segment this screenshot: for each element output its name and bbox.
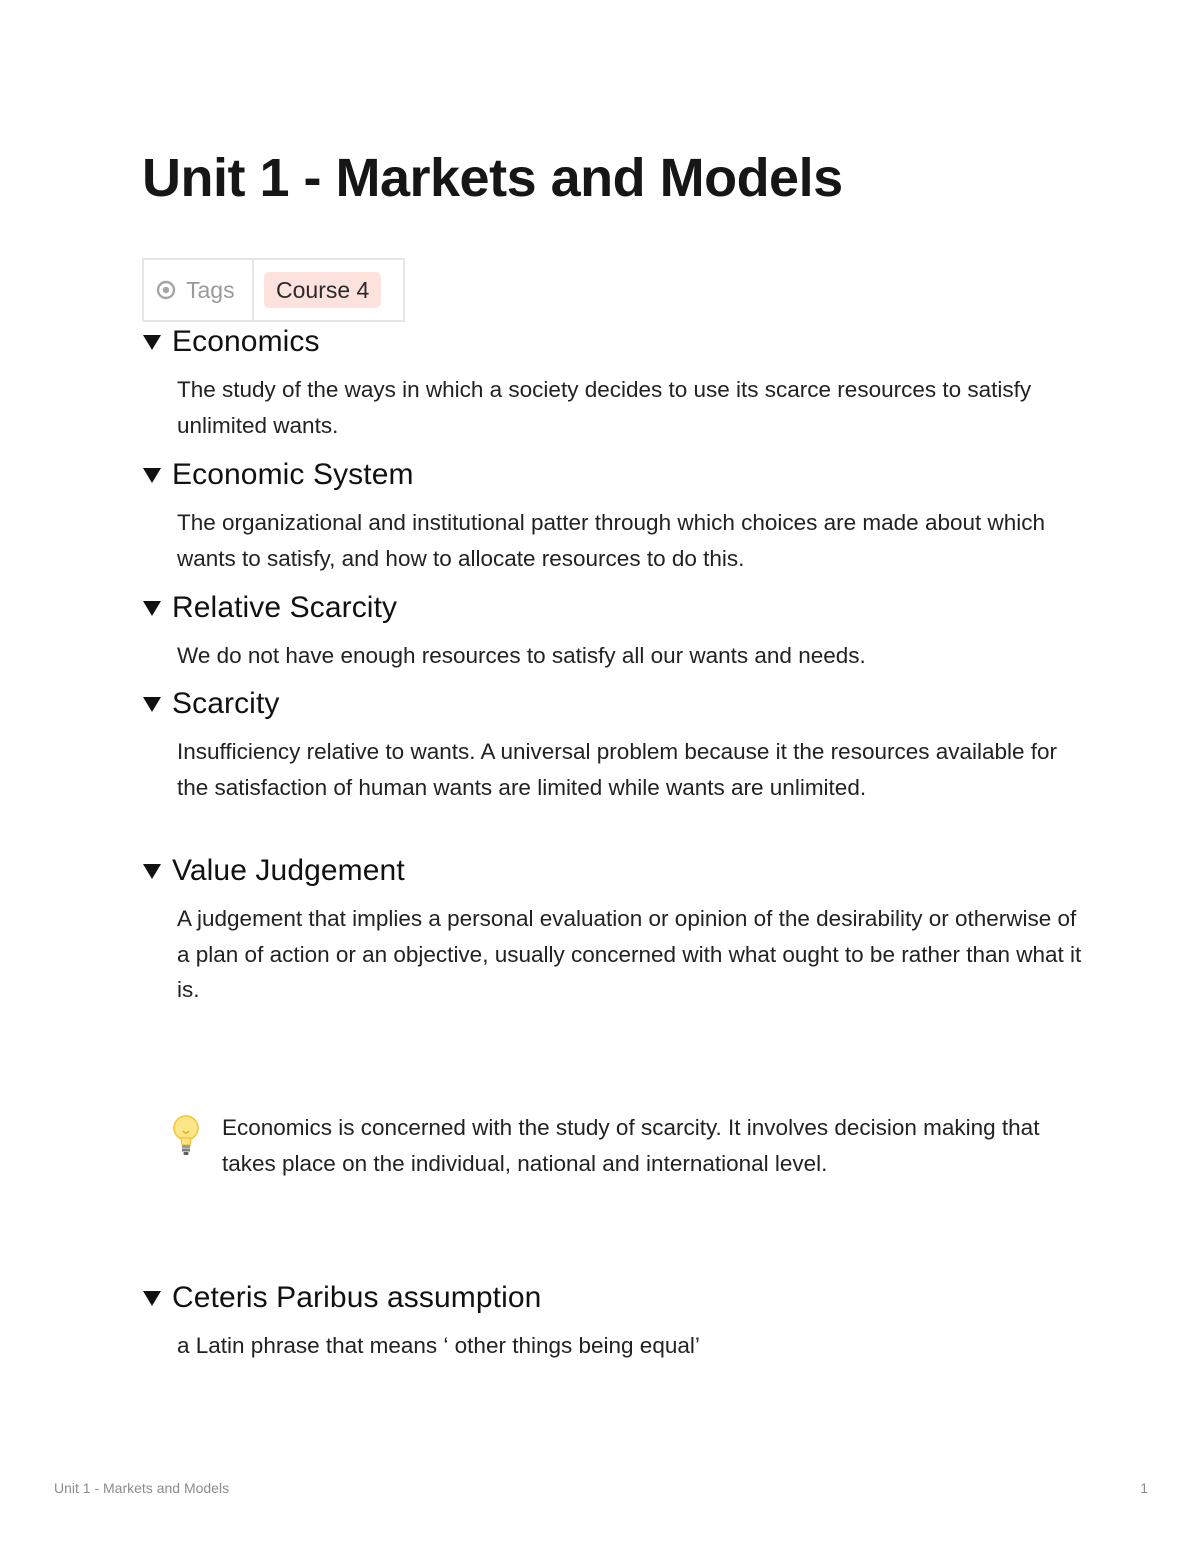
- toggle-title: Value Judgement: [172, 854, 405, 887]
- triangle-down-icon[interactable]: [142, 1288, 162, 1308]
- triangle-down-icon[interactable]: [142, 861, 162, 881]
- footer-page-number: 1: [1140, 1480, 1148, 1496]
- callout: [170, 1110, 1070, 1181]
- toggle-body: We do not have enough resources to satisfy all our wants and needs.: [177, 643, 866, 668]
- tags-property-name[interactable]: [144, 260, 254, 320]
- toggle-header[interactable]: [142, 851, 1082, 891]
- tags-property-label: Tags: [186, 276, 235, 303]
- triangle-down-icon[interactable]: [142, 694, 162, 714]
- toggle-title: Economic System: [172, 458, 414, 491]
- toggle-scarcity: [142, 684, 1082, 805]
- properties-table: [142, 258, 405, 322]
- triangle-down-icon[interactable]: [142, 465, 162, 485]
- callout-text: Economics is concerned with the study of scarcity. It involves decision making that takes place on the individual, national and international level.: [222, 1115, 1040, 1176]
- toggle-title: Economics: [172, 325, 320, 358]
- gear-icon: [156, 280, 176, 300]
- toggle-header[interactable]: [142, 455, 1082, 495]
- toggle-title: Relative Scarcity: [172, 591, 398, 624]
- footer-doc-title: Unit 1 - Markets and Models: [54, 1480, 230, 1496]
- toggle-title: Ceteris Paribus assumption: [172, 1281, 542, 1314]
- toggle-economic-system: [142, 455, 1082, 576]
- toggle-body: The organizational and institutional patter through which choices are made about which wants to satisfy, and how to allocate resources to do this.: [177, 510, 1046, 571]
- toggle-header[interactable]: [142, 322, 1082, 362]
- page-title: Unit 1 - Markets and Models: [142, 148, 843, 208]
- lightbulb-icon: [170, 1114, 202, 1158]
- toggle-body: a Latin phrase that means ‘ other things being equal’: [177, 1333, 700, 1358]
- toggle-header[interactable]: [142, 684, 1082, 724]
- toggle-value-judgement: [142, 851, 1082, 1008]
- toggle-ceteris-paribus: [142, 1278, 1082, 1364]
- toggle-body: A judgement that implies a personal evaluation or opinion of the desirability or otherwise of a plan of action or an objective, usually concerned with what ought to be rather than what it is.: [177, 906, 1082, 1002]
- toggle-title: Scarcity: [172, 687, 280, 720]
- triangle-down-icon[interactable]: [142, 332, 162, 352]
- toggle-economics: [142, 322, 1082, 443]
- toggle-body: The study of the ways in which a society decides to use its scarce resources to satisfy unlimited wants.: [177, 377, 1032, 438]
- tag-badge[interactable]: Course 4: [264, 272, 381, 308]
- toggle-relative-scarcity: [142, 588, 1082, 674]
- toggle-body: Insufficiency relative to wants. A universal problem because it the resources available for the satisfaction of human wants are limited while wants are unlimited.: [177, 739, 1058, 800]
- toggle-header[interactable]: [142, 1278, 1082, 1318]
- triangle-down-icon[interactable]: [142, 598, 162, 618]
- tags-property-value[interactable]: [254, 260, 403, 320]
- toggle-header[interactable]: [142, 588, 1082, 628]
